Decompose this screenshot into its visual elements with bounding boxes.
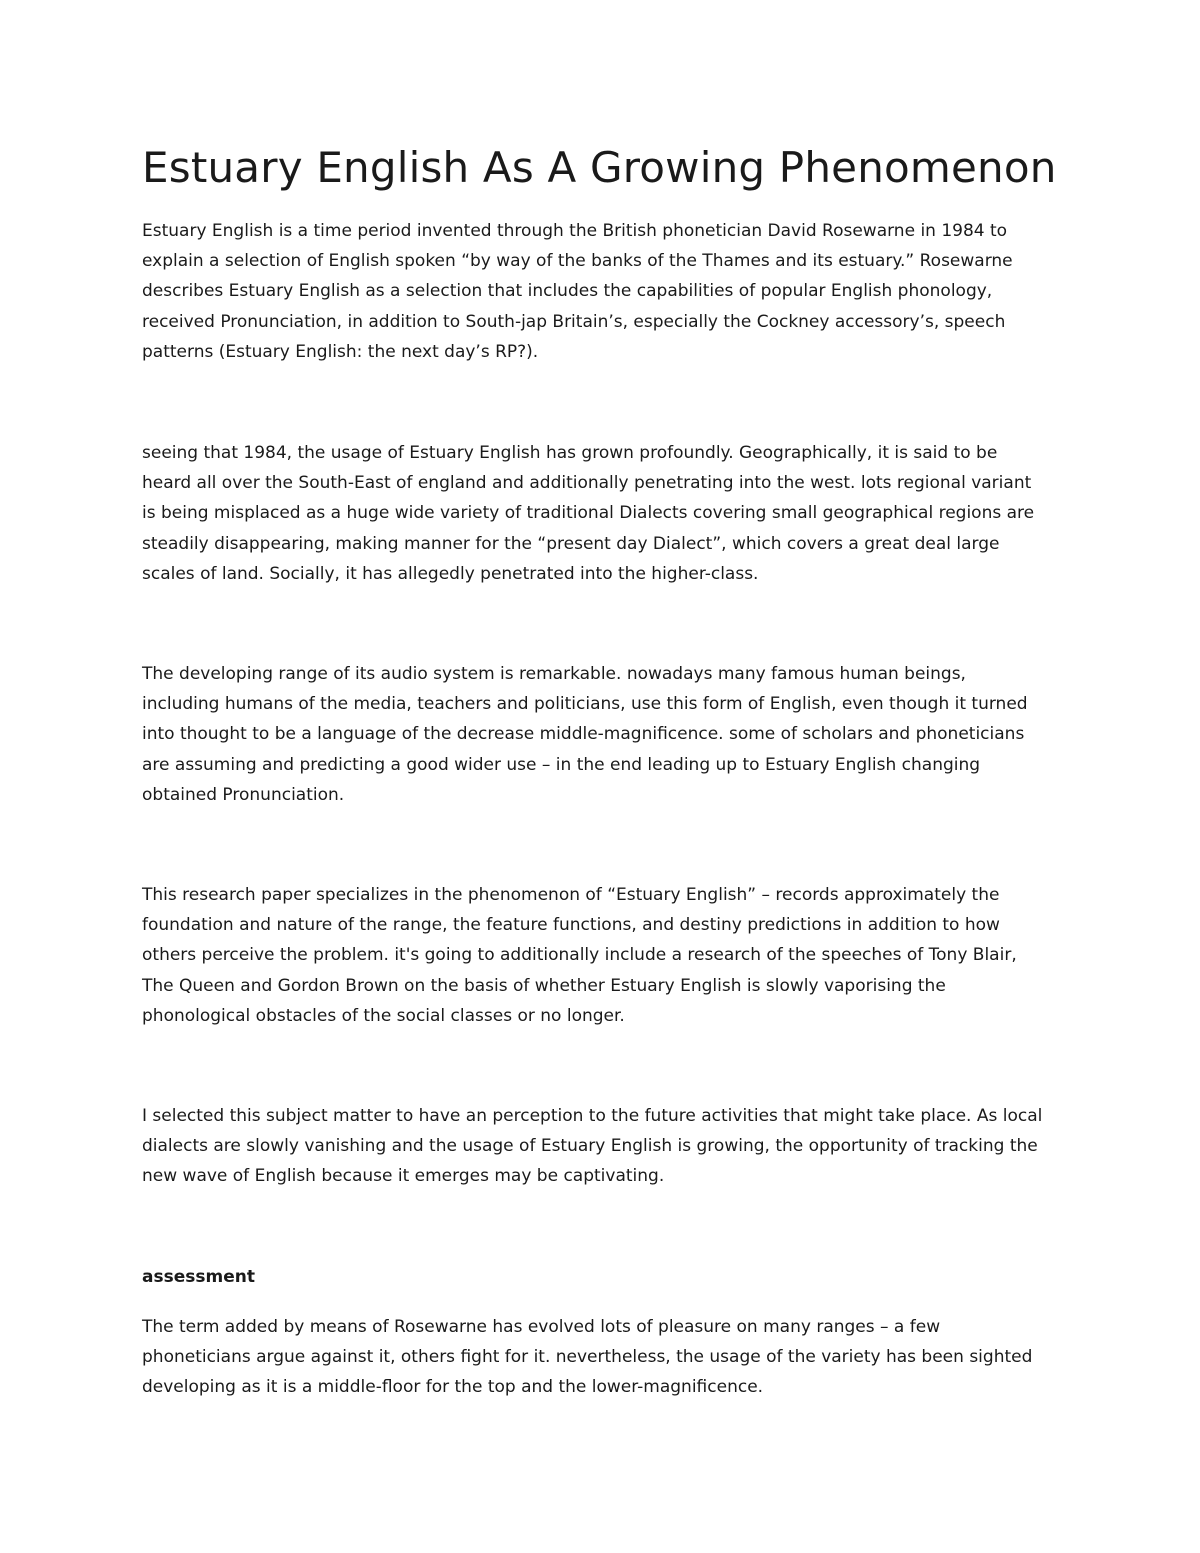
paragraph-line: Estuary English is a time period invented through the British phonetician David Rosewarne in 1984 to <box>142 221 1008 241</box>
paragraph-line: patterns (Estuary English: the next day’s RP?). <box>142 341 539 362</box>
paragraph-5 <box>142 1101 1060 1192</box>
paragraph-line: obtained Pronunciation. <box>142 784 345 805</box>
paragraph-line: steadily disappearing, making manner for the “present day Dialect”, which covers a great deal large <box>142 533 1000 554</box>
paragraph-2 <box>142 438 1060 589</box>
paragraph-line: phoneticians argue against it, others fight for it. nevertheless, the usage of the variety has been sighted <box>142 1347 1033 1368</box>
paragraph-line: The term added by means of Rosewarne has evolved lots of pleasure on many ranges – a few <box>142 1317 941 1337</box>
paragraph-line: into thought to be a language of the decrease middle-magnificence. some of scholars and phoneticians <box>142 724 1025 745</box>
paragraph-line: heard all over the South-East of england and additionally penetrating into the west. lots regional variant <box>142 473 1032 494</box>
paragraph-line: This research paper specializes in the phenomenon of “Estuary English” – records approximately the <box>142 885 1000 905</box>
paragraph-line: The developing range of its audio system is remarkable. nowadays many famous human beings, <box>142 664 966 684</box>
paragraph-line: explain a selection of English spoken “by way of the banks of the Thames and its estuary.” Rosewarne <box>142 251 1013 272</box>
paragraph-1 <box>142 216 1060 367</box>
paragraph-line: dialects are slowly vanishing and the usage of Estuary English is growing, the opportunity of tracking the <box>142 1136 1038 1157</box>
paragraph-line: new wave of English because it emerges may be captivating. <box>142 1166 665 1187</box>
paragraph-line: including humans of the media, teachers and politicians, use this form of English, even though it turned <box>142 694 1028 715</box>
paragraph-line: describes Estuary English as a selection that includes the capabilities of popular English phonology, <box>142 281 993 302</box>
paragraph-line: is being misplaced as a huge wide variety of traditional Dialects covering small geographical regions are <box>142 503 1035 524</box>
paragraph-6 <box>142 1312 1060 1403</box>
paragraph-line: The Queen and Gordon Brown on the basis of whether Estuary English is slowly vaporising the <box>142 975 946 996</box>
section-heading: assessment <box>142 1267 255 1287</box>
paragraph-line: phonological obstacles of the social classes or no longer. <box>142 1005 625 1026</box>
paragraph-line: foundation and nature of the range, the feature functions, and destiny predictions in addition to how <box>142 915 1000 936</box>
document-title: Estuary English As A Growing Phenomenon <box>142 143 1057 192</box>
paragraph-line: received Pronunciation, in addition to South-jap Britain’s, especially the Cockney accessory’s, speech <box>142 311 1006 332</box>
paragraph-line: are assuming and predicting a good wider use – in the end leading up to Estuary English changing <box>142 754 981 775</box>
paragraph-line: others perceive the problem. it's going to additionally include a research of the speeches of Tony Blair, <box>142 945 1017 966</box>
paragraph-line: seeing that 1984, the usage of Estuary English has grown profoundly. Geographically, it is said to be <box>142 443 998 463</box>
paragraph-line: scales of land. Socially, it has allegedly penetrated into the higher-class. <box>142 563 759 584</box>
paragraph-line: I selected this subject matter to have an perception to the future activities that might take place. As local <box>142 1106 1043 1126</box>
paragraph-3 <box>142 659 1060 810</box>
paragraph-line: developing as it is a middle-floor for the top and the lower-magnificence. <box>142 1377 764 1398</box>
paragraph-4 <box>142 880 1060 1031</box>
